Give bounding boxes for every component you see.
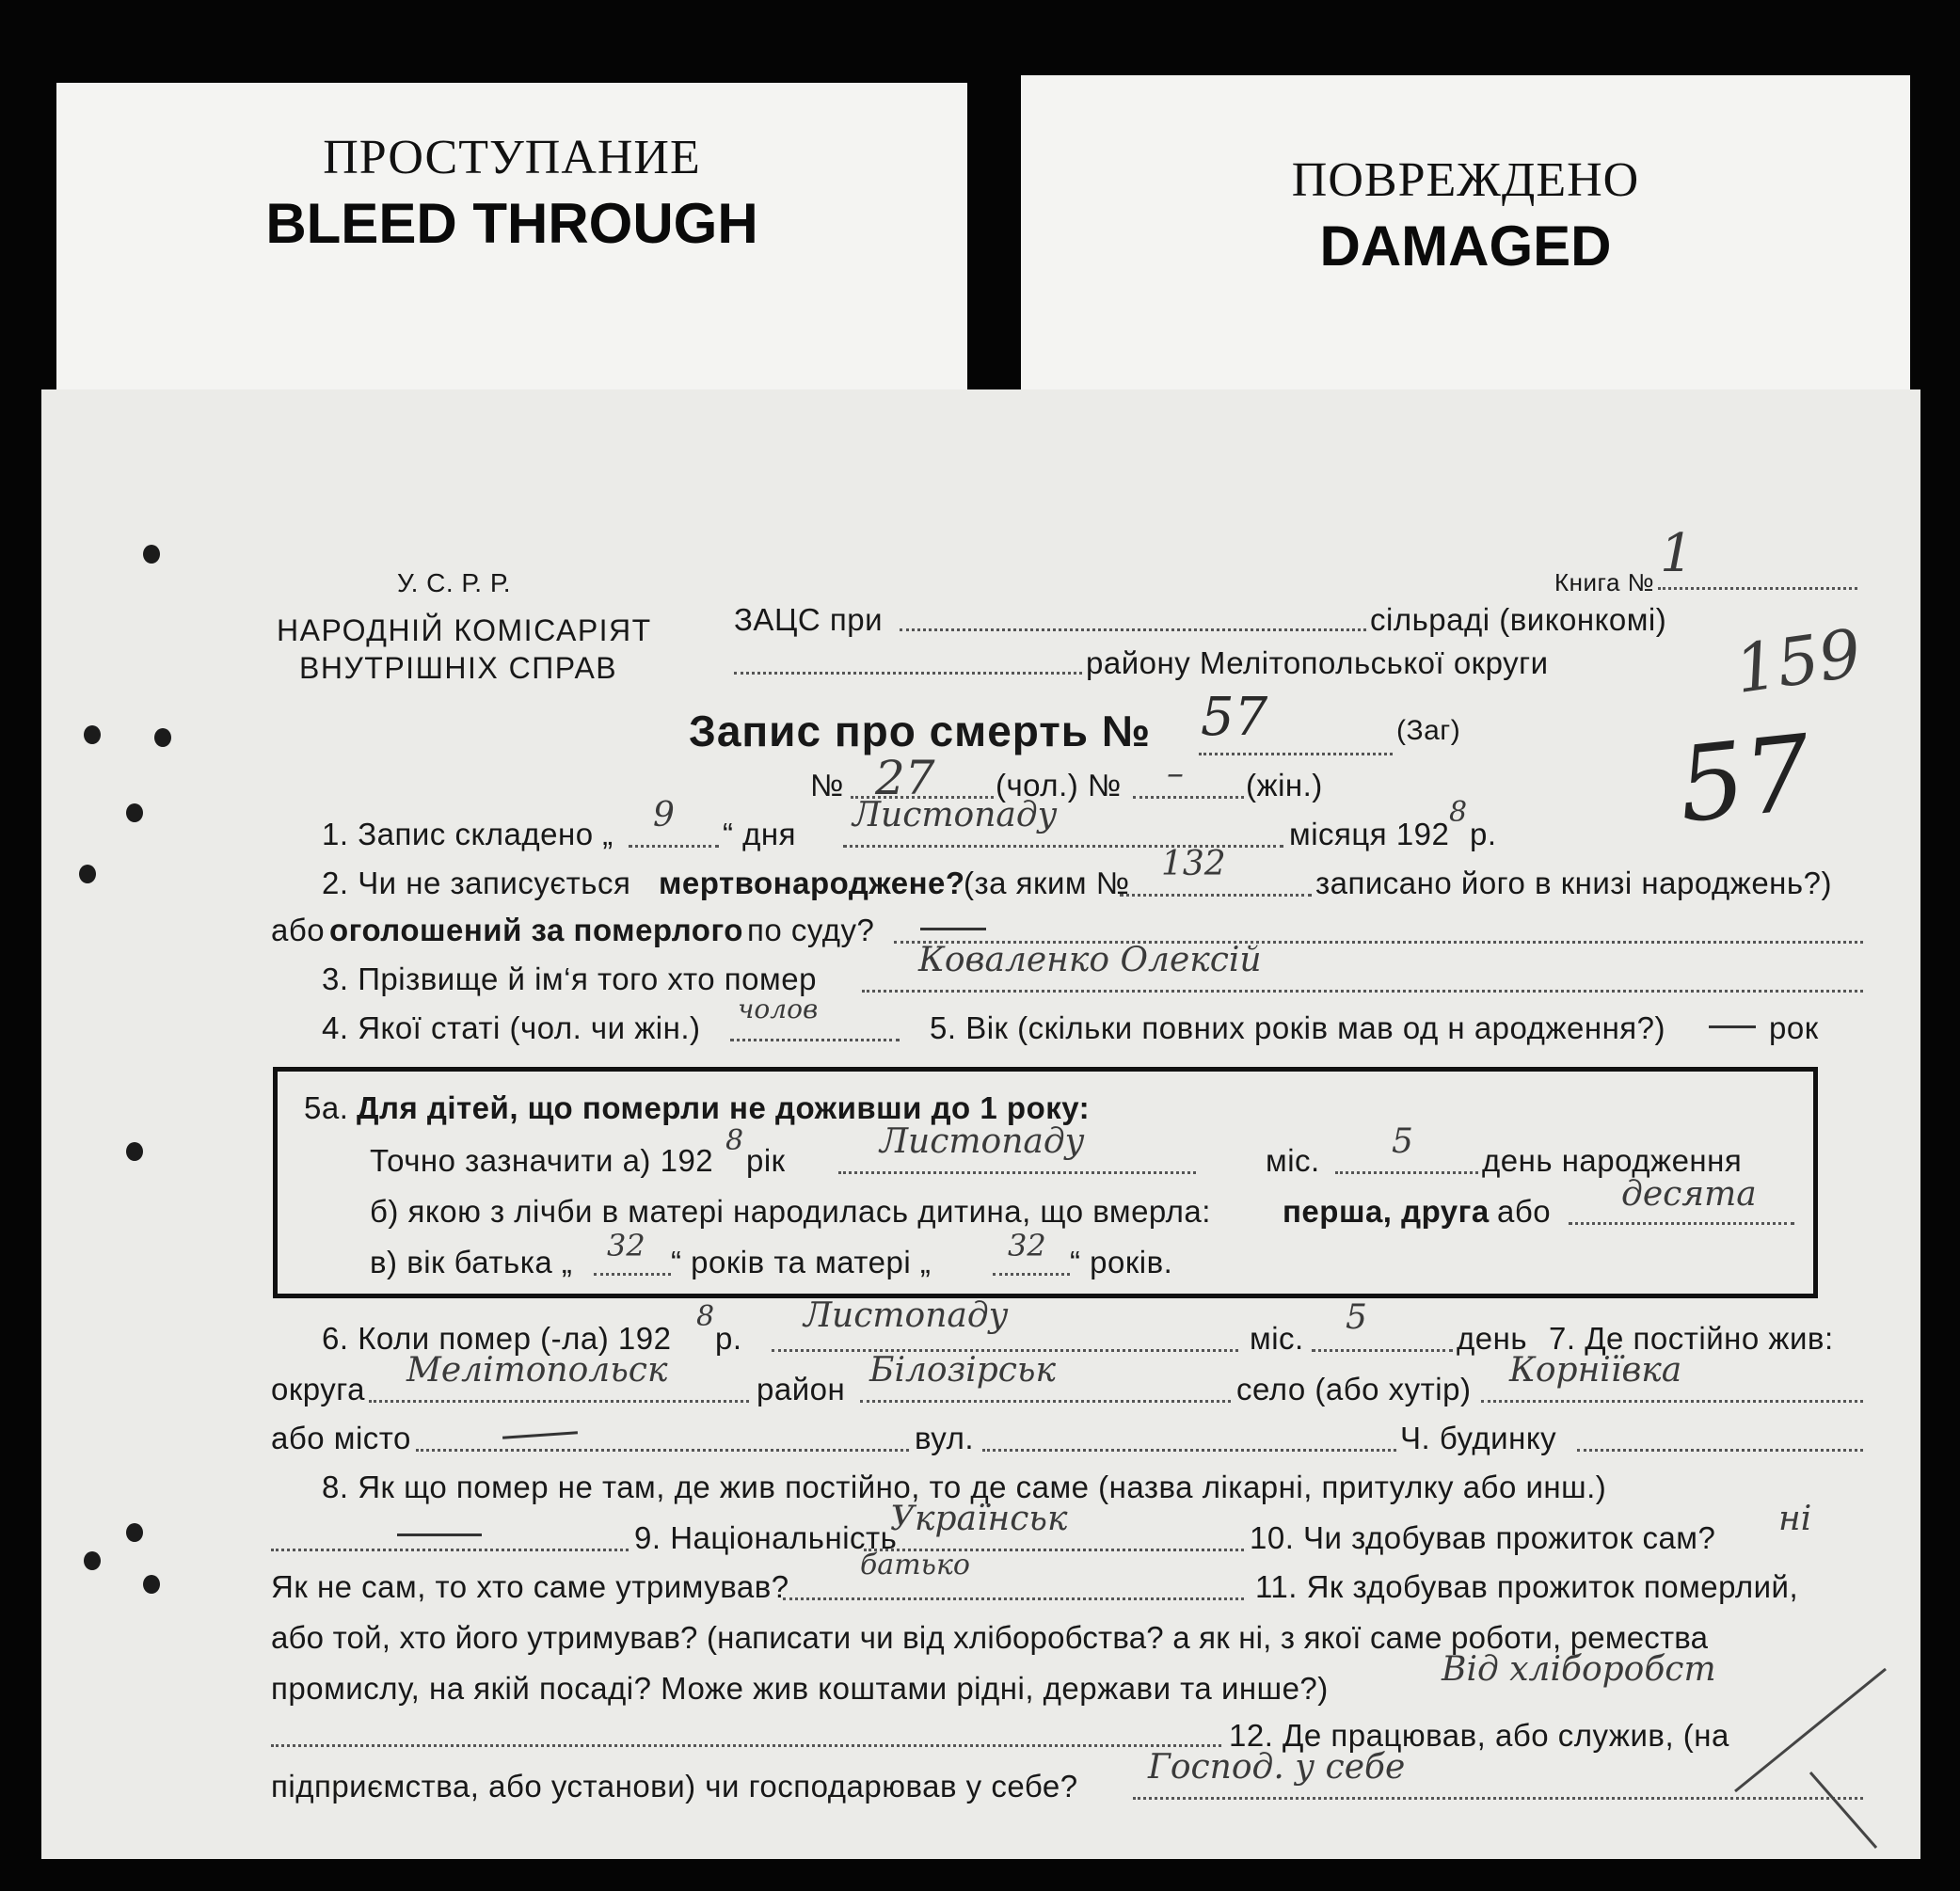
f12-value: Господ. у себе — [1148, 1748, 1406, 1787]
f5a-line3-mid: “ років та матері „ — [671, 1245, 932, 1279]
punch-hole — [143, 1575, 160, 1594]
f1-year-digit: 8 — [1449, 796, 1468, 829]
misto-dash — [502, 1431, 578, 1439]
children-section-box — [273, 1067, 1818, 1298]
f5a-birth: день народження — [1482, 1143, 1743, 1178]
selo-label: село (або хутір) — [1236, 1372, 1472, 1406]
f8-line — [271, 1549, 629, 1551]
f8-dash — [397, 1533, 482, 1536]
selo-value: Корніївка — [1509, 1351, 1682, 1390]
district-line — [734, 672, 1082, 675]
f2-number: 132 — [1161, 845, 1226, 883]
f6-mis: міс. — [1250, 1321, 1304, 1356]
f6-label: 6. Коли помер (-ла) 192 — [322, 1321, 672, 1356]
f10b-value: батько — [860, 1549, 970, 1581]
f2b-prefix: або — [271, 913, 326, 947]
zags-line — [900, 628, 1366, 631]
punch-hole — [84, 1551, 101, 1570]
f5a-month: Листопаду — [880, 1122, 1085, 1161]
f2-number-line — [1120, 894, 1312, 897]
f6-day: 5 — [1346, 1298, 1367, 1337]
rayon-value: Білозірськ — [869, 1351, 1057, 1390]
f1-label: 1. Запис складено „ — [322, 817, 613, 851]
record-zag-label: (Заг) — [1396, 715, 1461, 746]
bleed-through-card — [56, 83, 967, 440]
f5a-year-suffix: рік — [746, 1143, 786, 1178]
f5a-month-line — [838, 1171, 1196, 1174]
f6-year-suffix: р. — [715, 1321, 742, 1356]
f10b-line — [783, 1597, 1244, 1600]
okruha-value: Мелітопольск — [406, 1351, 668, 1390]
f5a-line2-line — [1569, 1222, 1794, 1225]
f6-day-label: день — [1457, 1321, 1528, 1356]
punch-hole — [126, 1523, 143, 1542]
f7-label: 7. Де постійно жив: — [1549, 1321, 1834, 1356]
f5a-line3-end: “ років. — [1070, 1245, 1173, 1279]
punch-hole — [79, 865, 96, 883]
f5a-line2-or: або — [1497, 1194, 1552, 1229]
f5a-mother-age-line — [993, 1273, 1070, 1276]
misto-label: або місто — [271, 1421, 411, 1455]
f8-label: 8. Як що помер не там, де жив постійно, то де саме (назва лікарні, притулку або инш.) — [322, 1470, 1607, 1504]
vul-label: вул. — [915, 1421, 975, 1455]
death-record-sheet — [41, 389, 1920, 1859]
f5a-line2-bold: перша, друга — [1283, 1194, 1490, 1229]
side-mark: 57 — [1672, 712, 1817, 846]
okruha-label: округа — [271, 1372, 365, 1406]
f2b-dash — [920, 928, 986, 930]
f5a-title: Для дітей, що померли не доживши до 1 року: — [357, 1090, 1091, 1125]
f3-line — [862, 990, 1863, 993]
book-number-line — [1658, 587, 1857, 590]
punch-hole — [154, 728, 171, 747]
budynok-line — [1577, 1449, 1863, 1452]
f6-month: Листопаду — [804, 1296, 1009, 1335]
bleed-through-ru: ПРОСТУПАНИЕ — [323, 131, 701, 184]
f6-year-digit: 8 — [696, 1300, 715, 1333]
punch-hole — [126, 803, 143, 822]
f5a-prefix: 5а. — [304, 1090, 349, 1125]
damaged-en: DAMAGED — [1319, 215, 1612, 278]
silrada-label: сільраді (виконкомі) — [1370, 602, 1667, 637]
punch-hole — [84, 725, 101, 744]
f9-label: 9. Національність — [634, 1520, 898, 1555]
f5a-year-digit: 8 — [725, 1124, 744, 1157]
f2-label: 2. Чи не записується — [322, 866, 631, 900]
f9-value: Українськ — [890, 1500, 1068, 1538]
rayon-line — [860, 1400, 1231, 1403]
f5a-day: 5 — [1392, 1122, 1413, 1161]
punch-hole — [143, 545, 160, 564]
ussr-label: У. С. Р. Р. — [397, 568, 512, 597]
female-number: – — [1167, 755, 1184, 793]
misto-line — [416, 1449, 909, 1452]
f1-month: Листопаду — [853, 796, 1058, 834]
f3-value: Коваленко Олексій — [918, 941, 1262, 979]
f5-dash — [1709, 1025, 1756, 1028]
f1-day-suffix: “ дня — [723, 817, 797, 851]
commissariat-line-1: НАРОДНІЙ КОМІСАРІЯТ — [277, 613, 652, 647]
f1-day-line — [629, 845, 719, 848]
f3-label: 3. Прізвище й ім‘я того хто помер — [322, 961, 817, 996]
f2b-declared-dead: оголошений за померлого — [329, 913, 743, 947]
f1-day: 9 — [653, 796, 675, 834]
f5-label: 5. Вік (скільки повних років мав од н ародження?) — [930, 1010, 1666, 1045]
f11-value: Від хліборобст — [1442, 1650, 1716, 1689]
record-number-line — [1199, 753, 1393, 755]
f11-line3: промислу, на якій посаді? Може жив коштами рідні, держави та инше?) — [271, 1671, 1329, 1706]
damaged-card — [1021, 75, 1910, 442]
f10b-label: Як не сам, то хто саме утримував? — [271, 1569, 789, 1604]
book-number-value: 1 — [1660, 523, 1694, 584]
selo-line — [1481, 1400, 1863, 1403]
f11-line2: або той, хто його утримував? (написати чи від хліборобства? а як ні, з якої саме роботи, ремества — [271, 1620, 1709, 1655]
f5-end: рок — [1769, 1010, 1819, 1045]
f5a-father-age: 32 — [607, 1228, 645, 1263]
commissariat-line-2: ВНУТРІШНІХ СПРАВ — [299, 651, 618, 685]
punch-hole — [126, 1142, 143, 1161]
f10-value: ні — [1778, 1500, 1812, 1538]
f10-label: 10. Чи здобував прожиток сам? — [1250, 1520, 1716, 1555]
f5a-mother-age: 32 — [1008, 1228, 1046, 1263]
f5a-line2-value: десята — [1621, 1175, 1757, 1214]
f11-extra-line — [271, 1744, 1221, 1747]
f5a-day-line — [1335, 1171, 1478, 1174]
book-label: Книга № — [1554, 568, 1655, 596]
f11-label: 11. Як здобував прожиток померлий, — [1255, 1569, 1799, 1604]
male-label: (чол.) № — [996, 768, 1122, 802]
vul-line — [982, 1449, 1396, 1452]
f5a-line1-label: Точно зазначити а) 192 — [370, 1143, 714, 1178]
pencil-stroke — [1716, 1650, 1904, 1857]
f4-value: чолов — [738, 993, 819, 1025]
f2-end: записано його в книзі народжень?) — [1315, 866, 1832, 900]
f6-day-line — [1312, 1349, 1453, 1352]
f1-year-label: місяця 192 — [1289, 817, 1450, 851]
zags-label: ЗАЦС при — [734, 602, 884, 637]
damaged-ru: ПОВРЕЖДЕНО — [1291, 153, 1640, 207]
f1-year-suffix: р. — [1470, 817, 1497, 851]
okruha-line — [369, 1400, 749, 1403]
budynok-label: Ч. будинку — [1400, 1421, 1557, 1455]
f2b-end: по суду? — [747, 913, 875, 947]
no-label: № — [810, 768, 844, 802]
f5a-mis: міс. — [1266, 1143, 1320, 1178]
district-label: районy Мелітопольської округи — [1086, 645, 1549, 680]
f2-stillborn: мертвонароджене? — [659, 866, 965, 900]
side-number: 159 — [1729, 614, 1866, 708]
f5a-line2-label: б) якою з лічби в матері народилась дитина, що вмерла: — [370, 1194, 1211, 1229]
record-title: Запис про смерть № — [689, 707, 1152, 755]
rayon-label: район — [757, 1372, 846, 1406]
f2-mid: (за яким № — [964, 866, 1130, 900]
f4-label: 4. Якої статі (чол. чи жін.) — [322, 1010, 701, 1045]
f5a-father-age-line — [594, 1273, 671, 1276]
male-number: 27 — [875, 751, 935, 805]
f4-line — [730, 1039, 900, 1041]
record-number: 57 — [1201, 687, 1268, 748]
female-number-line — [1133, 796, 1244, 799]
female-label: (жін.) — [1246, 768, 1323, 802]
f12-label: 12. Де працював, або служив, (на — [1229, 1718, 1729, 1753]
f12-line2: підприємства, або установи) чи господарював у себе? — [271, 1769, 1078, 1804]
f5a-line3-label: в) вік батька „ — [370, 1245, 573, 1279]
bleed-through-en: BLEED THROUGH — [265, 192, 758, 255]
